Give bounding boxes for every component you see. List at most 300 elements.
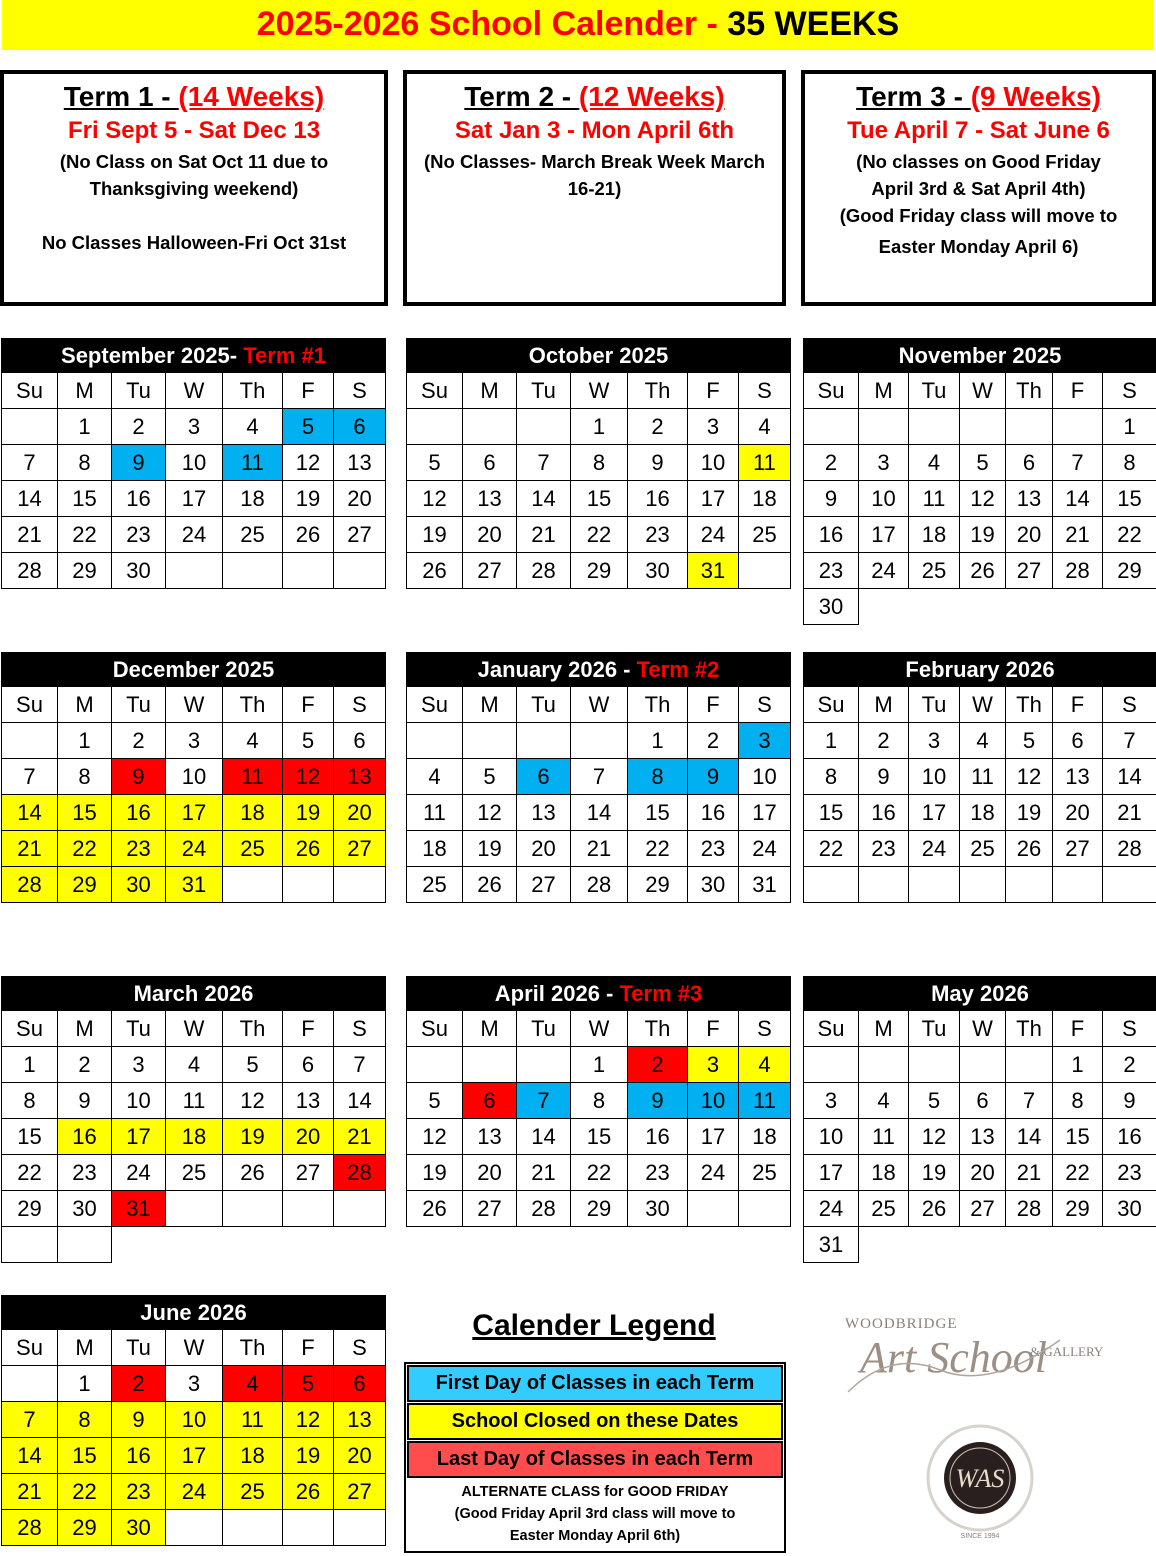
empty-day-cell bbox=[1103, 867, 1156, 903]
weekday-label: Tu bbox=[112, 1330, 166, 1366]
weekday-label: M bbox=[58, 1330, 112, 1366]
day-cell: 6 bbox=[1053, 723, 1103, 759]
day-cell: 2 bbox=[628, 1047, 688, 1083]
term-3-note: April 3rd & Sat April 4th) bbox=[871, 178, 1086, 199]
day-cell: 2 bbox=[112, 409, 166, 445]
day-cell: 31 bbox=[112, 1191, 166, 1227]
day-cell: 26 bbox=[283, 831, 334, 867]
week-row bbox=[804, 867, 1156, 903]
day-cell: 9 bbox=[1103, 1083, 1156, 1119]
empty-day-cell bbox=[2, 1227, 58, 1263]
day-cell: 1 bbox=[58, 409, 112, 445]
weekday-label: W bbox=[960, 1011, 1006, 1047]
day-cell: 14 bbox=[1103, 759, 1156, 795]
weekday-label: F bbox=[1053, 373, 1103, 409]
week-row bbox=[2, 1438, 386, 1474]
day-cell: 21 bbox=[1006, 1155, 1053, 1191]
week-row bbox=[407, 409, 791, 445]
empty-day-cell bbox=[223, 1191, 283, 1227]
week-row bbox=[804, 1227, 1156, 1263]
day-cell: 28 bbox=[2, 553, 58, 589]
weekday-label: Su bbox=[804, 687, 859, 723]
day-cell: 4 bbox=[407, 759, 463, 795]
day-cell: 16 bbox=[112, 795, 166, 831]
day-cell: 5 bbox=[283, 723, 334, 759]
week-row bbox=[2, 1083, 386, 1119]
day-cell: 7 bbox=[571, 759, 628, 795]
week-row bbox=[804, 831, 1156, 867]
day-cell: 30 bbox=[112, 553, 166, 589]
day-cell: 22 bbox=[58, 1474, 112, 1510]
weekday-label: Su bbox=[407, 1011, 463, 1047]
month-calendar bbox=[803, 652, 1156, 903]
weekday-label: M bbox=[58, 1011, 112, 1047]
day-cell: 27 bbox=[334, 517, 386, 553]
day-cell: 8 bbox=[1103, 445, 1156, 481]
day-cell: 4 bbox=[739, 1047, 791, 1083]
day-cell: 18 bbox=[739, 481, 791, 517]
logo-line2: Art School bbox=[860, 1333, 1047, 1382]
page-title bbox=[2, 0, 1154, 50]
day-cell: 11 bbox=[909, 481, 960, 517]
week-row bbox=[2, 1047, 386, 1083]
day-cell: 30 bbox=[688, 867, 739, 903]
day-cell: 28 bbox=[571, 867, 628, 903]
day-cell: 26 bbox=[407, 553, 463, 589]
weekday-label: M bbox=[463, 687, 517, 723]
day-cell: 5 bbox=[960, 445, 1006, 481]
day-cell: 30 bbox=[58, 1191, 112, 1227]
day-cell: 7 bbox=[517, 445, 571, 481]
weekday-label: F bbox=[283, 1011, 334, 1047]
day-cell: 14 bbox=[571, 795, 628, 831]
day-cell: 11 bbox=[739, 1083, 791, 1119]
day-cell: 15 bbox=[58, 795, 112, 831]
weekday-header-row bbox=[407, 1011, 791, 1047]
day-cell: 28 bbox=[1006, 1191, 1053, 1227]
day-cell: 10 bbox=[166, 445, 223, 481]
day-cell: 8 bbox=[628, 759, 688, 795]
day-cell: 15 bbox=[628, 795, 688, 831]
month-name: October 2025 bbox=[528, 343, 669, 368]
day-cell: 28 bbox=[517, 553, 571, 589]
month-name: December 2025 bbox=[112, 657, 275, 682]
empty-day-cell bbox=[804, 1047, 859, 1083]
empty-day-cell bbox=[909, 867, 960, 903]
day-cell: 23 bbox=[1103, 1155, 1156, 1191]
day-cell: 30 bbox=[628, 553, 688, 589]
day-cell: 20 bbox=[283, 1119, 334, 1155]
day-cell: 4 bbox=[223, 723, 283, 759]
weekday-label: S bbox=[1103, 687, 1156, 723]
weekday-label: W bbox=[571, 687, 628, 723]
month-title bbox=[407, 339, 791, 373]
day-cell: 2 bbox=[859, 723, 909, 759]
day-cell: 20 bbox=[1053, 795, 1103, 831]
week-row bbox=[2, 1227, 386, 1263]
day-cell: 3 bbox=[739, 723, 791, 759]
day-cell: 7 bbox=[2, 759, 58, 795]
day-cell: 22 bbox=[571, 1155, 628, 1191]
day-cell: 7 bbox=[517, 1083, 571, 1119]
day-cell: 31 bbox=[804, 1227, 859, 1263]
day-cell: 20 bbox=[334, 1438, 386, 1474]
day-cell: 4 bbox=[223, 409, 283, 445]
day-cell: 20 bbox=[463, 1155, 517, 1191]
day-cell: 17 bbox=[688, 481, 739, 517]
week-row bbox=[2, 831, 386, 867]
day-cell: 2 bbox=[1103, 1047, 1156, 1083]
month-name: September 2025- bbox=[61, 343, 244, 368]
term-2-dates: Sat Jan 3 - Mon April 6th bbox=[454, 117, 735, 144]
day-cell: 1 bbox=[571, 1047, 628, 1083]
day-cell: 10 bbox=[804, 1119, 859, 1155]
weekday-header-row bbox=[2, 1330, 386, 1366]
day-cell: 20 bbox=[517, 831, 571, 867]
day-cell: 1 bbox=[804, 723, 859, 759]
weekday-header-row bbox=[2, 1011, 386, 1047]
day-cell: 8 bbox=[571, 445, 628, 481]
day-cell: 1 bbox=[1103, 409, 1156, 445]
day-cell: 22 bbox=[1053, 1155, 1103, 1191]
day-cell: 16 bbox=[804, 517, 859, 553]
day-cell: 3 bbox=[166, 1366, 223, 1402]
day-cell: 12 bbox=[407, 1119, 463, 1155]
empty-day-cell bbox=[334, 1191, 386, 1227]
weekday-label: S bbox=[739, 373, 791, 409]
empty-day-cell bbox=[1053, 867, 1103, 903]
legend-note-line: ALTERNATE CLASS for GOOD FRIDAY bbox=[461, 1484, 729, 1500]
day-cell: 29 bbox=[58, 867, 112, 903]
weekday-label: Th bbox=[223, 1330, 283, 1366]
week-row bbox=[407, 831, 791, 867]
legend-alternate-note bbox=[406, 1479, 784, 1551]
empty-day-cell bbox=[334, 867, 386, 903]
month-calendar bbox=[1, 976, 386, 1263]
weekday-label: F bbox=[283, 1330, 334, 1366]
month-calendar bbox=[803, 976, 1156, 1263]
day-cell: 5 bbox=[283, 409, 334, 445]
day-cell: 13 bbox=[960, 1119, 1006, 1155]
day-cell: 15 bbox=[804, 795, 859, 831]
day-cell: 1 bbox=[2, 1047, 58, 1083]
day-cell: 15 bbox=[58, 1438, 112, 1474]
weekday-label: Su bbox=[804, 1011, 859, 1047]
day-cell: 20 bbox=[463, 517, 517, 553]
day-cell: 14 bbox=[1053, 481, 1103, 517]
weekday-header-row bbox=[804, 1011, 1156, 1047]
weekday-label: F bbox=[1053, 1011, 1103, 1047]
term-1-note: Thanksgiving weekend) bbox=[89, 178, 299, 199]
empty-day-cell bbox=[283, 1510, 334, 1546]
weekday-label: W bbox=[571, 373, 628, 409]
day-cell: 10 bbox=[688, 445, 739, 481]
logo-graphic bbox=[830, 1300, 1130, 1556]
day-cell: 19 bbox=[283, 1438, 334, 1474]
month-calendar bbox=[406, 976, 791, 1227]
day-cell: 11 bbox=[859, 1119, 909, 1155]
weekday-label: Tu bbox=[909, 1011, 960, 1047]
day-cell: 18 bbox=[960, 795, 1006, 831]
term-1-label: Term 1 - bbox=[63, 81, 179, 112]
empty-day-cell bbox=[223, 1510, 283, 1546]
day-cell: 16 bbox=[58, 1119, 112, 1155]
day-cell: 12 bbox=[1006, 759, 1053, 795]
day-cell: 6 bbox=[517, 759, 571, 795]
day-cell: 5 bbox=[283, 1366, 334, 1402]
day-cell: 23 bbox=[804, 553, 859, 589]
week-row bbox=[2, 481, 386, 517]
week-row bbox=[407, 481, 791, 517]
legend-last-day: Last Day of Classes in each Term bbox=[407, 1441, 783, 1478]
empty-day-cell bbox=[2, 1366, 58, 1402]
weekday-label: F bbox=[283, 373, 334, 409]
weekday-label: M bbox=[58, 687, 112, 723]
weekday-label: F bbox=[1053, 687, 1103, 723]
day-cell: 8 bbox=[58, 445, 112, 481]
weekday-header-row bbox=[2, 687, 386, 723]
day-cell: 21 bbox=[2, 831, 58, 867]
day-cell: 7 bbox=[2, 1402, 58, 1438]
empty-day-cell bbox=[517, 409, 571, 445]
day-cell: 21 bbox=[2, 517, 58, 553]
day-cell: 20 bbox=[334, 795, 386, 831]
day-cell: 23 bbox=[112, 831, 166, 867]
day-cell: 16 bbox=[1103, 1119, 1156, 1155]
day-cell: 5 bbox=[407, 1083, 463, 1119]
day-cell: 22 bbox=[58, 831, 112, 867]
day-cell: 25 bbox=[960, 831, 1006, 867]
weekday-header-row bbox=[2, 373, 386, 409]
empty-day-cell bbox=[517, 723, 571, 759]
day-cell: 8 bbox=[571, 1083, 628, 1119]
term-2-weeks: (12 Weeks) bbox=[578, 81, 725, 112]
week-row bbox=[407, 759, 791, 795]
term-1-weeks: (14 Weeks) bbox=[178, 81, 325, 112]
day-cell: 10 bbox=[859, 481, 909, 517]
day-cell: 11 bbox=[166, 1083, 223, 1119]
day-cell: 1 bbox=[58, 723, 112, 759]
day-cell: 19 bbox=[223, 1119, 283, 1155]
week-row bbox=[804, 481, 1156, 517]
empty-day-cell bbox=[739, 553, 791, 589]
day-cell: 29 bbox=[628, 867, 688, 903]
weekday-label: Th bbox=[1006, 373, 1053, 409]
legend-note-line: (Good Friday April 3rd class will move to bbox=[454, 1506, 736, 1522]
day-cell: 23 bbox=[859, 831, 909, 867]
logo-seal-since: SINCE 1994 bbox=[960, 1533, 1000, 1540]
day-cell: 12 bbox=[463, 795, 517, 831]
week-row bbox=[2, 723, 386, 759]
empty-day-cell bbox=[859, 409, 909, 445]
empty-day-cell bbox=[283, 867, 334, 903]
week-row bbox=[2, 759, 386, 795]
day-cell: 10 bbox=[688, 1083, 739, 1119]
day-cell: 19 bbox=[283, 795, 334, 831]
day-cell: 16 bbox=[859, 795, 909, 831]
month-name: April 2026 - bbox=[494, 981, 620, 1006]
day-cell: 31 bbox=[688, 553, 739, 589]
day-cell: 12 bbox=[223, 1083, 283, 1119]
day-cell: 10 bbox=[166, 1402, 223, 1438]
day-cell: 1 bbox=[571, 409, 628, 445]
weekday-label: M bbox=[58, 373, 112, 409]
month-name: March 2026 bbox=[133, 981, 254, 1006]
day-cell: 17 bbox=[166, 795, 223, 831]
empty-day-cell bbox=[463, 1047, 517, 1083]
day-cell: 27 bbox=[1006, 553, 1053, 589]
day-cell: 25 bbox=[223, 1474, 283, 1510]
day-cell: 31 bbox=[166, 867, 223, 903]
term-tag: Term #3 bbox=[619, 981, 703, 1006]
empty-day-cell bbox=[166, 553, 223, 589]
weekday-header-row bbox=[804, 373, 1156, 409]
month-name: November 2025 bbox=[898, 343, 1062, 368]
day-cell: 13 bbox=[334, 759, 386, 795]
day-cell: 9 bbox=[688, 759, 739, 795]
day-cell: 17 bbox=[804, 1155, 859, 1191]
day-cell: 4 bbox=[960, 723, 1006, 759]
day-cell: 28 bbox=[1053, 553, 1103, 589]
term-tag: Term #2 bbox=[636, 657, 720, 682]
month-calendar bbox=[1, 652, 386, 903]
day-cell: 11 bbox=[223, 759, 283, 795]
empty-day-cell bbox=[909, 1047, 960, 1083]
day-cell: 27 bbox=[1053, 831, 1103, 867]
day-cell: 15 bbox=[1053, 1119, 1103, 1155]
day-cell: 24 bbox=[166, 1474, 223, 1510]
day-cell: 12 bbox=[283, 445, 334, 481]
day-cell: 13 bbox=[283, 1083, 334, 1119]
week-row bbox=[2, 1155, 386, 1191]
calendar-legend bbox=[404, 1362, 786, 1553]
week-row bbox=[804, 1155, 1156, 1191]
empty-day-cell bbox=[463, 723, 517, 759]
weekday-label: Th bbox=[628, 687, 688, 723]
day-cell: 8 bbox=[804, 759, 859, 795]
day-cell: 25 bbox=[223, 831, 283, 867]
day-cell: 24 bbox=[909, 831, 960, 867]
day-cell: 14 bbox=[517, 481, 571, 517]
day-cell: 17 bbox=[739, 795, 791, 831]
week-row bbox=[2, 517, 386, 553]
week-row bbox=[804, 1119, 1156, 1155]
day-cell: 22 bbox=[1103, 517, 1156, 553]
day-cell: 28 bbox=[334, 1155, 386, 1191]
weekday-label: Tu bbox=[517, 373, 571, 409]
day-cell: 2 bbox=[628, 409, 688, 445]
day-cell: 22 bbox=[804, 831, 859, 867]
day-cell: 25 bbox=[739, 1155, 791, 1191]
day-cell: 27 bbox=[283, 1155, 334, 1191]
day-cell: 18 bbox=[407, 831, 463, 867]
week-row bbox=[407, 1155, 791, 1191]
day-cell: 10 bbox=[909, 759, 960, 795]
day-cell: 21 bbox=[2, 1474, 58, 1510]
term-1-box bbox=[0, 70, 388, 306]
empty-day-cell bbox=[859, 1047, 909, 1083]
day-cell: 18 bbox=[166, 1119, 223, 1155]
week-row bbox=[2, 1119, 386, 1155]
day-cell: 17 bbox=[112, 1119, 166, 1155]
day-cell: 7 bbox=[2, 445, 58, 481]
weekday-label: Tu bbox=[112, 373, 166, 409]
day-cell: 1 bbox=[628, 723, 688, 759]
weekday-label: Su bbox=[2, 1330, 58, 1366]
day-cell: 4 bbox=[223, 1366, 283, 1402]
month-calendar bbox=[803, 338, 1156, 625]
weekday-label: Su bbox=[407, 373, 463, 409]
day-cell: 24 bbox=[688, 1155, 739, 1191]
weekday-header-row bbox=[804, 687, 1156, 723]
month-name: May 2026 bbox=[931, 981, 1029, 1006]
weekday-label: M bbox=[463, 373, 517, 409]
day-cell: 13 bbox=[1053, 759, 1103, 795]
day-cell: 16 bbox=[628, 1119, 688, 1155]
weekday-label: Th bbox=[223, 687, 283, 723]
logo-line1: WOODBRIDGE bbox=[845, 1316, 958, 1332]
day-cell: 26 bbox=[407, 1191, 463, 1227]
month-title bbox=[407, 653, 791, 687]
empty-day-cell bbox=[804, 409, 859, 445]
day-cell: 2 bbox=[58, 1047, 112, 1083]
month-title bbox=[407, 977, 791, 1011]
weekday-label: Su bbox=[804, 373, 859, 409]
day-cell: 9 bbox=[804, 481, 859, 517]
week-row bbox=[804, 759, 1156, 795]
week-row bbox=[804, 517, 1156, 553]
day-cell: 5 bbox=[407, 445, 463, 481]
week-row bbox=[804, 1191, 1156, 1227]
day-cell: 26 bbox=[283, 1474, 334, 1510]
day-cell: 2 bbox=[804, 445, 859, 481]
day-cell: 18 bbox=[223, 1438, 283, 1474]
weekday-label: Su bbox=[2, 1011, 58, 1047]
empty-day-cell bbox=[407, 409, 463, 445]
weekday-header-row bbox=[407, 687, 791, 723]
week-row bbox=[804, 409, 1156, 445]
week-row bbox=[804, 589, 1156, 625]
month-calendar bbox=[406, 652, 791, 903]
day-cell: 18 bbox=[909, 517, 960, 553]
day-cell: 3 bbox=[688, 409, 739, 445]
day-cell: 14 bbox=[334, 1083, 386, 1119]
day-cell: 28 bbox=[517, 1191, 571, 1227]
day-cell: 31 bbox=[739, 867, 791, 903]
day-cell: 22 bbox=[628, 831, 688, 867]
day-cell: 15 bbox=[571, 1119, 628, 1155]
day-cell: 18 bbox=[859, 1155, 909, 1191]
day-cell: 6 bbox=[283, 1047, 334, 1083]
day-cell: 2 bbox=[688, 723, 739, 759]
day-cell: 26 bbox=[463, 867, 517, 903]
day-cell: 29 bbox=[58, 553, 112, 589]
day-cell: 9 bbox=[112, 1402, 166, 1438]
day-cell: 21 bbox=[334, 1119, 386, 1155]
day-cell: 10 bbox=[739, 759, 791, 795]
day-cell: 27 bbox=[463, 553, 517, 589]
day-cell: 17 bbox=[166, 1438, 223, 1474]
day-cell: 30 bbox=[1103, 1191, 1156, 1227]
day-cell: 21 bbox=[1103, 795, 1156, 831]
week-row bbox=[804, 445, 1156, 481]
day-cell: 18 bbox=[223, 481, 283, 517]
weekday-label: M bbox=[859, 1011, 909, 1047]
day-cell: 28 bbox=[2, 1510, 58, 1546]
day-cell: 25 bbox=[909, 553, 960, 589]
day-cell: 22 bbox=[2, 1155, 58, 1191]
day-cell: 24 bbox=[688, 517, 739, 553]
